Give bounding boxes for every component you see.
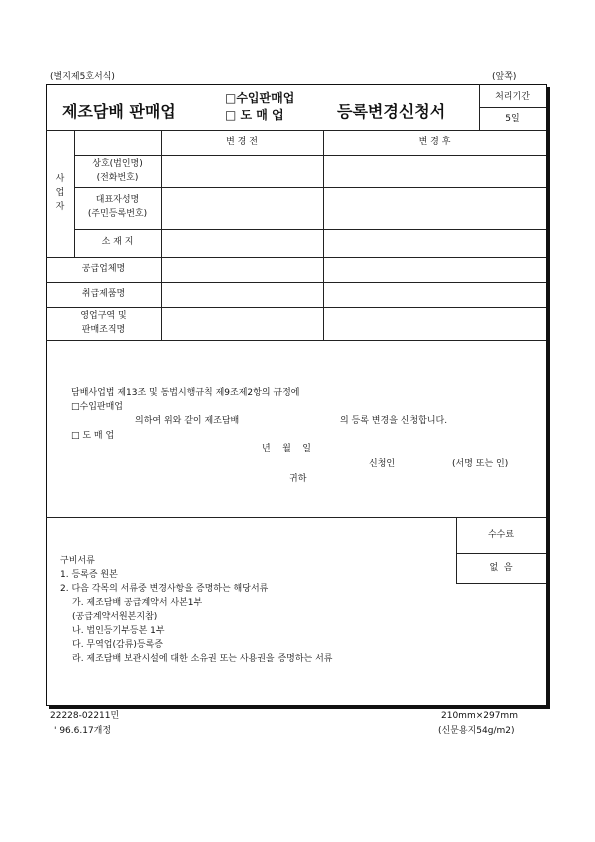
- addressee-label: 귀하: [289, 474, 307, 484]
- revision-date: ' 96.6.17개정: [54, 726, 112, 736]
- row-label-sales-organization: 판매조직명: [81, 325, 126, 335]
- fee-label: 수수료: [487, 530, 515, 540]
- form-number: (별지제5호서식): [50, 72, 115, 82]
- type-option-wholesale: □ 도 매 업: [225, 108, 284, 122]
- paper-size: 210mm×297mm: [441, 711, 518, 721]
- signature-label: (서명 또는 인): [452, 459, 509, 469]
- trade-name-after-field[interactable]: [324, 156, 545, 186]
- representative-before-field[interactable]: [162, 188, 322, 228]
- business-label-char: 자: [55, 202, 65, 212]
- row-label-resident-number: (주민등록번호): [87, 209, 148, 219]
- row-label-supplier: 공급업체명: [81, 264, 126, 274]
- sales-area-after-field[interactable]: [324, 308, 545, 339]
- fee-bottom-line: [456, 583, 546, 584]
- document-item: 라. 제조담배 보관시설에 대한 소유권 또는 사용권을 증명하는 서류: [72, 654, 333, 664]
- documents-title: 구비서류: [60, 556, 95, 566]
- fee-split-line: [456, 553, 546, 554]
- document-item: 가. 제조담배 공급계약서 사본1부: [72, 598, 203, 608]
- applicant-label: 신청인: [369, 459, 396, 469]
- row-label-representative: 대표자성명: [95, 195, 140, 205]
- document-item: 1. 등록증 원본: [60, 570, 118, 580]
- row-label-location: 소 재 지: [101, 237, 134, 247]
- sales-area-before-field[interactable]: [162, 308, 322, 339]
- table-bottom-line: [46, 340, 546, 341]
- type-option-import: □수입판매업: [225, 91, 295, 105]
- trade-name-before-field[interactable]: [162, 156, 322, 186]
- location-before-field[interactable]: [162, 230, 322, 256]
- document-item: (공급계약서원본지참): [72, 612, 158, 622]
- document-item: 2. 다음 각목의 서류중 변경사항을 증명하는 해당서류: [60, 584, 269, 594]
- form-code: 22228-02211민: [50, 711, 120, 721]
- row-label-products: 취급제품명: [81, 289, 126, 299]
- page-side-label: (앞쪽): [492, 72, 517, 82]
- business-label-char: 사: [55, 174, 65, 184]
- paper-type: (신문용지54g/m2): [438, 726, 515, 736]
- column-header-before: 변 경 전: [226, 137, 258, 147]
- documents-section-line: [46, 517, 546, 518]
- header-bottom-line: [46, 130, 546, 131]
- row-label-phone: (전화번호): [96, 173, 139, 183]
- declaration-line-1: 담배사업법 제13조 및 동법시행규칙 제9조제2항의 규정에: [71, 388, 300, 398]
- document-item: 나. 법인등기부등본 1부: [72, 626, 165, 636]
- column-header-after: 변 경 후: [418, 137, 451, 147]
- products-before-field[interactable]: [162, 283, 322, 306]
- representative-after-field[interactable]: [324, 188, 545, 228]
- processing-period-label: 처리기간: [495, 92, 530, 102]
- row-label-trade-name: 상호(법인명): [92, 159, 143, 169]
- processing-period-value: 5일: [505, 114, 520, 124]
- declaration-line-2b: 의 등록 변경을 신청합니다.: [340, 416, 448, 426]
- form-title-left: 제조담배 판매업: [62, 102, 176, 121]
- supplier-after-field[interactable]: [324, 258, 545, 281]
- products-after-field[interactable]: [324, 283, 545, 306]
- fee-value: 없 음: [489, 563, 513, 573]
- business-label-char: 업: [55, 188, 65, 198]
- location-after-field[interactable]: [324, 230, 545, 256]
- declaration-option-wholesale: □ 도 매 업: [71, 431, 115, 441]
- row-label-sales-area: 영업구역 및: [80, 311, 127, 321]
- form-title-right: 등록변경신청서: [337, 102, 446, 121]
- supplier-before-field[interactable]: [162, 258, 322, 281]
- declaration-line-2a: 의하여 위와 같이 제조담배: [135, 416, 240, 426]
- application-date: 년 월 일: [262, 444, 311, 454]
- declaration-option-import: □수입판매업: [71, 402, 123, 412]
- document-item: 다. 무역업(감류)등록증: [72, 640, 163, 650]
- period-split-line: [479, 107, 546, 108]
